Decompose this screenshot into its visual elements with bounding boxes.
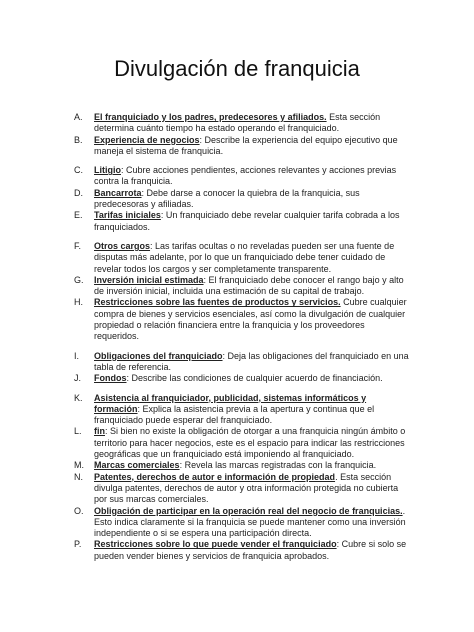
item-letter: B.	[74, 134, 83, 145]
item-letter: P.	[74, 539, 82, 550]
list-item-i	[74, 351, 410, 374]
item-letter: L.	[74, 426, 82, 437]
item-text: : Deja las obligaciones del franquiciado en una tabla de referencia.	[94, 350, 409, 372]
list-item-p	[74, 539, 410, 562]
item-term: fin	[94, 426, 105, 437]
item-term: Patentes, derechos de autor e información de propiedad	[94, 471, 336, 482]
item-term: Obligaciones del franquiciado	[94, 350, 223, 361]
list-item-c	[74, 165, 410, 188]
list-item-n	[74, 472, 410, 506]
list-item-o	[74, 506, 410, 540]
item-letter: G.	[74, 274, 84, 285]
item-text: . Esto indica claramente si la franquicia se puede mantener como una inversión independiente o si se espera una participación directa.	[94, 505, 406, 539]
item-letter: M.	[74, 460, 84, 471]
item-letter: F.	[74, 240, 82, 251]
item-letter: E.	[74, 210, 83, 221]
item-text: Cubre cualquier compra de bienes y servicios esenciales, así como la divulgación de cualquier propiedad o relación financiera entre la franquicia y los proveedores requeridos.	[94, 297, 407, 342]
item-letter: I.	[74, 350, 80, 361]
page-title: Divulgación de franquicia	[114, 56, 360, 81]
item-term: Marcas comerciales	[94, 460, 180, 471]
item-term: Otros cargos	[94, 240, 151, 251]
list-item-b	[74, 135, 410, 158]
item-text: . Esta sección divulga patentes, derechos de autor y otra información protegida no cubierta por sus marcas comerciales.	[94, 471, 399, 505]
item-text: : Un franquiciado debe revelar cualquier tarifa cobrada a los franquiciados.	[94, 210, 400, 232]
item-term: Experiencia de negocios	[94, 134, 200, 145]
list-item-g	[74, 275, 410, 298]
item-letter: K.	[74, 392, 83, 403]
list-item-l	[74, 426, 410, 460]
item-term: Restricciones sobre lo que puede vender el franquiciado	[94, 539, 337, 550]
item-letter: O.	[74, 505, 84, 516]
item-text: : Si bien no existe la obligación de otorgar a una franquicia ningún ámbito o territorio para hacer negocios, este es el espacio para indicar las restricciones geográficas que un franquiciado está imponiendo al franquiciado.	[94, 426, 406, 460]
item-text: : Describe las condiciones de cualquier acuerdo de financiación.	[126, 373, 383, 384]
item-text: : Explica la asistencia previa a la apertura y continua que el franquiciado puede esperar del franquiciado.	[94, 403, 375, 426]
list-item-k	[74, 393, 410, 427]
list-item-f	[74, 241, 410, 275]
item-letter: H.	[74, 297, 83, 308]
item-term: Restricciones sobre las fuentes de productos y servicios.	[94, 297, 341, 308]
item-term: Bancarrota	[94, 187, 142, 198]
list-item-e	[74, 210, 410, 233]
item-term: Asistencia al franquiciador, publicidad, sistemas informáticos y formación	[94, 392, 367, 414]
list-item-m	[74, 460, 410, 471]
item-text: : Cubre si solo se pueden vender bienes y servicios de franquicia aprobados.	[94, 539, 407, 561]
item-text: : Describe la experiencia del equipo ejecutivo que maneja el sistema de franquicia.	[94, 134, 398, 156]
item-term: Tarifas iniciales	[94, 210, 161, 221]
item-letter: J.	[74, 373, 82, 384]
disclosure-list	[74, 112, 410, 562]
item-text: : Las tarifas ocultas o no reveladas pueden ser una fuente de disputas más adelante, por lo que un franquiciado debe tener cuidado de revelar todos los cargos y ser completamente transparente.	[94, 240, 395, 274]
list-item-d	[74, 188, 410, 211]
item-term: Inversión inicial estimada	[94, 274, 204, 285]
item-text: : Debe darse a conocer la quiebra de la franquicia, sus predecesoras y afiliadas.	[94, 187, 360, 210]
list-item-a	[74, 112, 410, 135]
list-item-h	[74, 297, 410, 342]
item-term: El franquiciado y los padres, predecesores y afiliados.	[94, 112, 327, 122]
item-letter: N.	[74, 471, 83, 482]
item-text: : El franquiciado debe conocer el rango bajo y alto de inversión inicial, incluida una estimación de su capital de trabajo.	[94, 274, 404, 297]
item-letter: C.	[74, 165, 83, 176]
item-text: : Revela las marcas registradas con la franquicia.	[179, 460, 377, 471]
item-text: Esta sección determina cuánto tiempo ha estado operando el franquiciado.	[94, 112, 381, 134]
item-term: Obligación de participar en la operación real del negocio de franquicias.	[94, 505, 403, 516]
item-letter: A.	[74, 112, 83, 122]
item-term: Litigio	[94, 165, 121, 176]
list-item-j	[74, 373, 410, 384]
item-letter: D.	[74, 187, 83, 198]
item-text: : Cubre acciones pendientes, acciones relevantes y acciones previas contra la franquicia.	[94, 165, 397, 187]
item-term: Fondos	[94, 373, 127, 384]
